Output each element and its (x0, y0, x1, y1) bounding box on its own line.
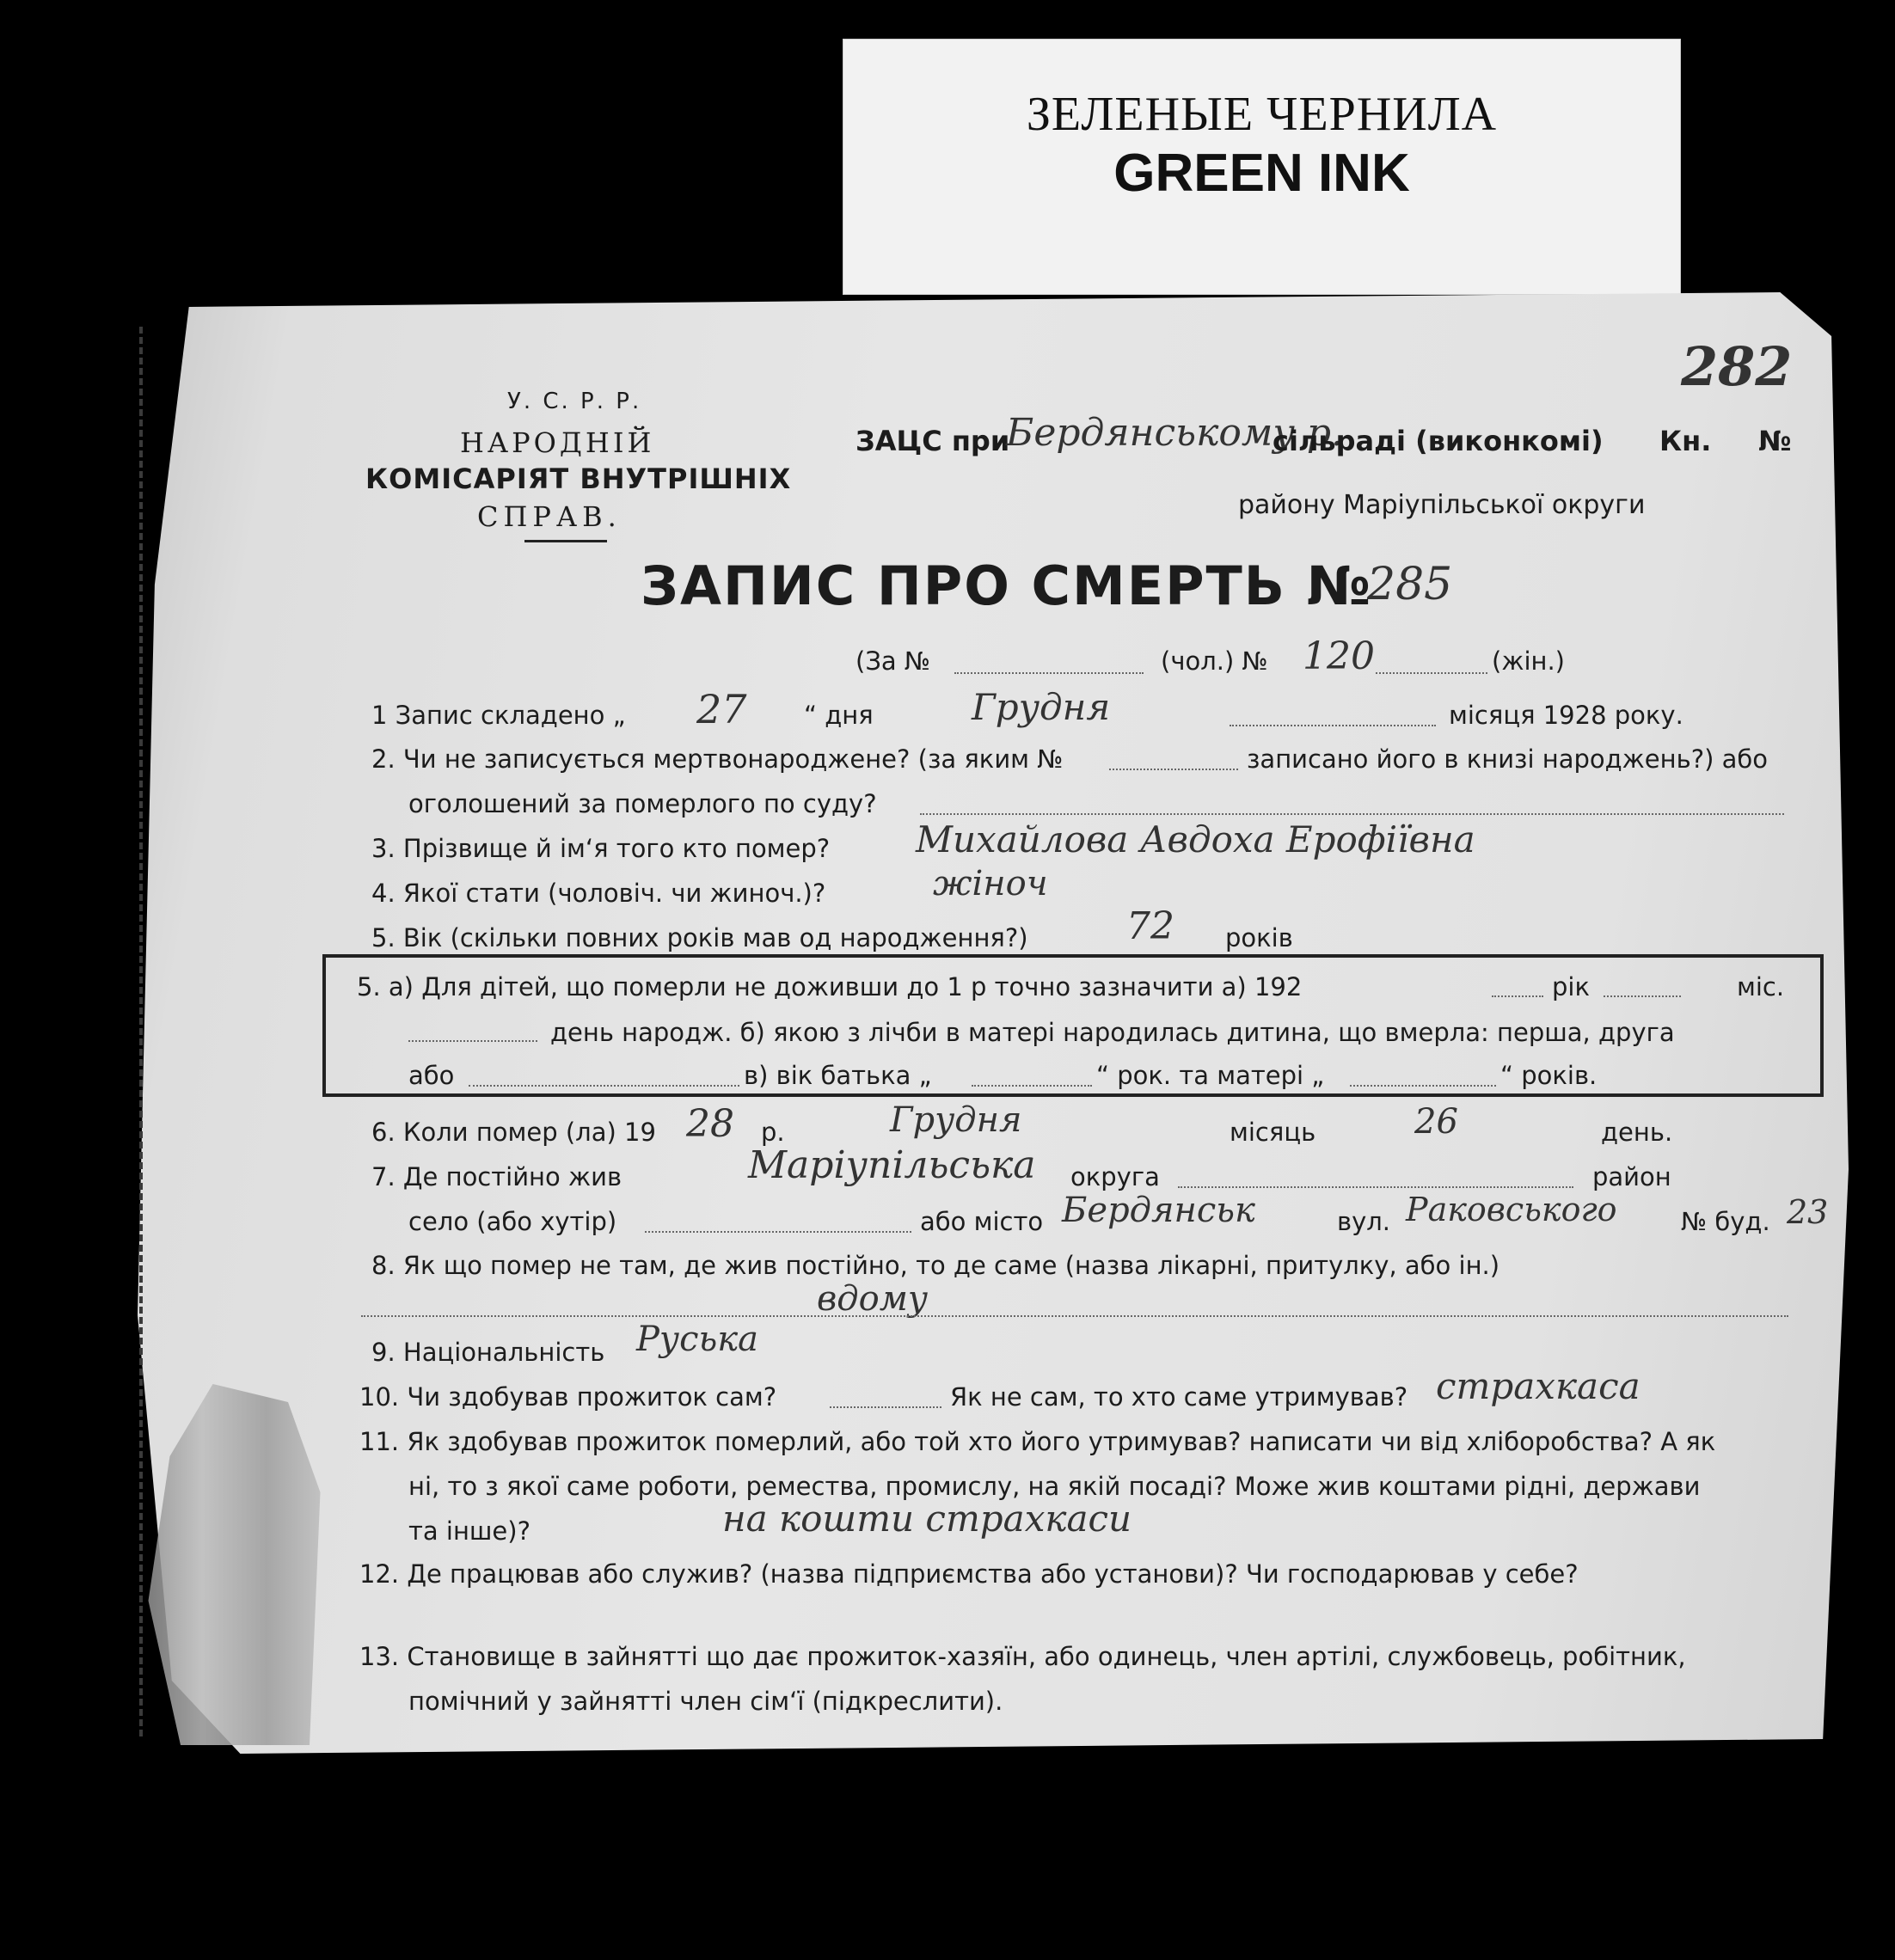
field5a-rik: рік (1552, 972, 1590, 1001)
field8-dots (361, 1315, 1788, 1317)
field5a-year-dots (1492, 995, 1543, 997)
field9-value: Руська (636, 1320, 759, 1359)
field10-dots (830, 1406, 941, 1408)
field5a-mother-dots (1350, 1085, 1496, 1087)
ink-label-card (843, 39, 1681, 295)
field6-den: день. (1601, 1118, 1673, 1147)
field5a-day-dots (408, 1040, 537, 1042)
header-rule (524, 540, 607, 542)
label-english: GREEN INK (1113, 144, 1410, 203)
chol-dots (1376, 672, 1487, 674)
header-komisariat: КОМІСАРІЯТ ВНУТРІШНІХ (365, 462, 792, 495)
number-sign: № (1758, 425, 1792, 457)
field7-raion: район (1592, 1162, 1671, 1191)
field5a-line3b: в) вік батька „ (744, 1061, 932, 1090)
field13-line2: помічний у зайнятті член сім‘ї (підкреслити). (408, 1687, 1003, 1716)
field7b-selo-dots (645, 1231, 911, 1233)
field7b-misto-value: Бердянськ (1062, 1191, 1255, 1230)
field5-tail: років (1225, 923, 1293, 952)
field1-dots (1230, 725, 1436, 726)
field8-line: 8. Як що помер не там, де жив постійно, то де саме (назва лікарні, притулку, або ін.) (371, 1251, 1500, 1280)
field1-day-suffix: “ дня (804, 701, 874, 730)
raion-line: району Маріупільської округи (1238, 490, 1646, 520)
field6-mis: місяць (1230, 1118, 1316, 1147)
header-narodnii: НАРОДНІЙ (460, 426, 655, 459)
zags-value: Бердянському р. (1006, 411, 1344, 455)
field6-day: 26 (1414, 1102, 1458, 1142)
field5a-line3d: “ років. (1500, 1061, 1598, 1090)
field1-month: Грудня (972, 686, 1111, 728)
field11-line1: 11. Як здобував прожиток померлий, або той хто його утримував? написати чи від хліборобства? А як (359, 1427, 1716, 1456)
field9-label: 9. Національність (371, 1338, 605, 1367)
field7b-selo: село (або хутір) (408, 1207, 617, 1236)
perforation-line (139, 327, 143, 1736)
field13-line1: 13. Становище в зайнятті що дає прожиток-хазяїн, або одинець, член артілі, службовець, робітник, (359, 1642, 1686, 1671)
field10-value: страхкаса (1436, 1365, 1640, 1407)
field6-label: 6. Коли помер (ла) 19 (371, 1118, 656, 1147)
za-dots (954, 672, 1144, 674)
field7b-misto: або місто (920, 1207, 1044, 1236)
field1-day: 27 (696, 686, 747, 732)
chol-value: 120 (1303, 634, 1375, 678)
field7-okruga: округа (1070, 1162, 1160, 1191)
field8-value: вдому (817, 1279, 929, 1319)
page-number: 282 (1681, 335, 1793, 398)
book-label: Кн. (1659, 425, 1712, 457)
field7b-bud-value: 23 (1787, 1193, 1829, 1231)
field11-line2: ні, то з якої саме роботи, ремества, промислу, на якій посаді? Може жив коштами рідні, держави (408, 1472, 1701, 1501)
field5a-father-dots (972, 1085, 1092, 1087)
field5-label: 5. Вік (скільки повних років мав од народження?) (371, 923, 1028, 952)
field2-line1b: записано його в книзі народжень?) або (1247, 744, 1769, 774)
field11-value: на кошти страхкаси (722, 1498, 1132, 1540)
field12-line: 12. Де працював або служив? (назва підприємства або установи)? Чи господарював у себе? (359, 1559, 1579, 1589)
field7-label: 7. Де постійно жив (371, 1162, 622, 1191)
field7b-bud: № буд. (1681, 1207, 1770, 1236)
field4-value: жіноч (933, 864, 1048, 903)
silradi-label: сільраді (виконкомі) (1273, 425, 1604, 457)
field3-value: Михайлова Авдоха Ерофіївна (916, 818, 1475, 861)
zags-label: ЗАЦС при (856, 425, 1010, 457)
field10-label: 10. Чи здобував прожиток сам? (359, 1382, 777, 1412)
chol-label: (чол.) № (1161, 646, 1268, 676)
field5a-line1: 5. а) Для дітей, що померли не доживши до 1 р точно зазначити а) 192 (357, 972, 1303, 1001)
field1-tail: місяця 1928 року. (1449, 701, 1683, 730)
field5-value: 72 (1126, 904, 1174, 948)
field2-line2-dots (920, 813, 1784, 815)
field7b-vul: вул. (1337, 1207, 1391, 1236)
header-ussr: У. С. Р. Р. (507, 389, 642, 414)
field6-year: 28 (686, 1102, 734, 1146)
field2-line2: оголошений за померлого по суду? (408, 789, 877, 818)
field5a-abo-dots (469, 1085, 739, 1087)
field10-mid: Як не сам, то хто саме утримував? (950, 1382, 1408, 1412)
field5a-line3a: або (408, 1061, 455, 1090)
field2-dots (1109, 769, 1238, 770)
za-label: (За № (856, 646, 931, 676)
field11-line3: та інше)? (408, 1516, 530, 1546)
field2-line1: 2. Чи не записується мертвонароджене? (за яким № (371, 744, 1064, 774)
field6-r: р. (761, 1118, 785, 1147)
field7-okruga-dots (1178, 1186, 1573, 1188)
field5a-mis: міс. (1737, 972, 1785, 1001)
field3-label: 3. Прізвище й ім‘я того кто помер? (371, 834, 831, 863)
field1-label: 1 Запис складено „ (371, 701, 626, 730)
record-title: ЗАПИС ПРО СМЕРТЬ № (641, 554, 1373, 617)
field7b-vul-value: Раковського (1406, 1191, 1617, 1228)
field7-value: Маріупільська (748, 1143, 1036, 1187)
field5a-line3c: “ рок. та матері „ (1096, 1061, 1325, 1090)
field5a-rik-dots (1604, 995, 1681, 997)
field6-month: Грудня (890, 1100, 1022, 1140)
field4-label: 4. Якої стати (чоловіч. чи жиноч.)? (371, 879, 826, 908)
label-russian: ЗЕЛЕНЫЕ ЧЕРНИЛА (1026, 88, 1498, 141)
field5a-line2: день народж. б) якою з лічби в матері народилась дитина, що вмерла: перша, друга (550, 1018, 1675, 1047)
header-sprav: СПРАВ. (477, 500, 622, 533)
zhin-label: (жін.) (1492, 646, 1565, 676)
record-number: 285 (1367, 559, 1453, 610)
